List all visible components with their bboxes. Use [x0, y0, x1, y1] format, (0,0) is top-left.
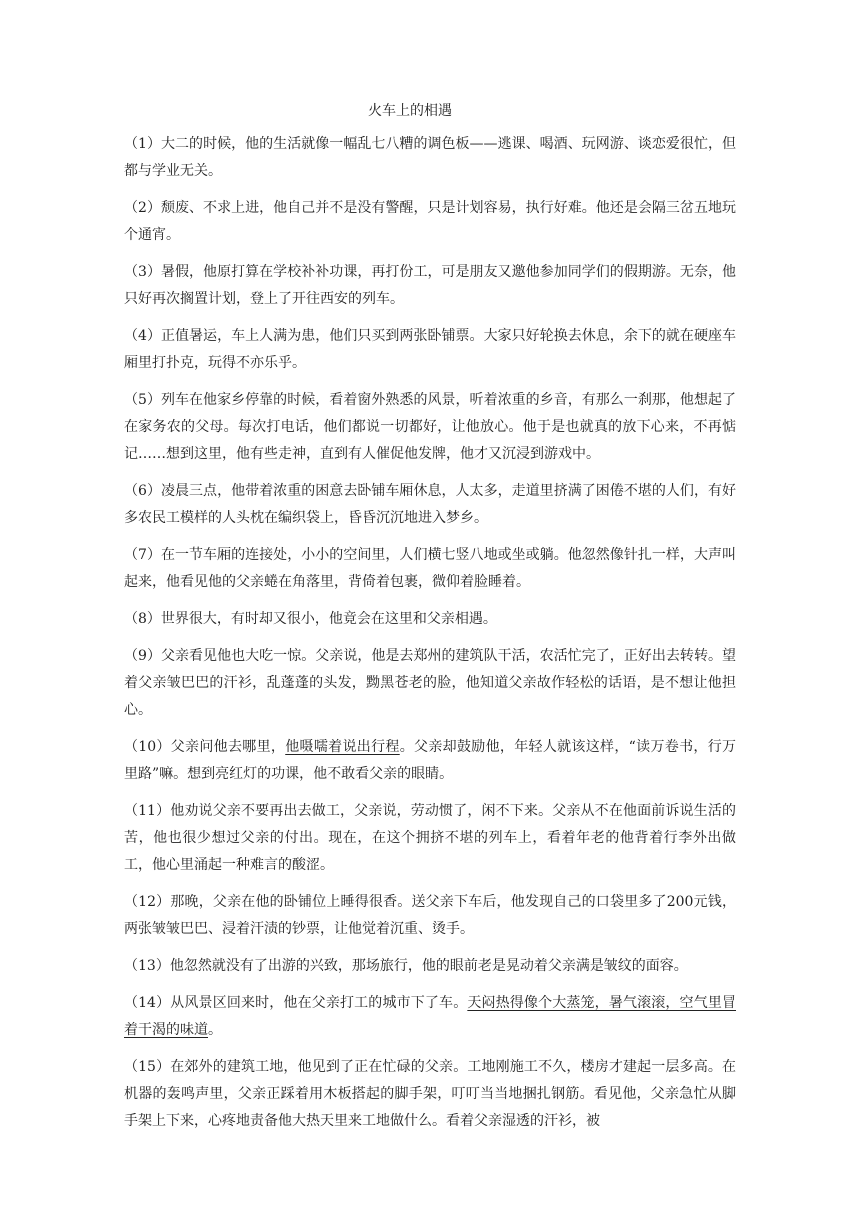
paragraph-text: （14）从风景区回来时，他在父亲打工的城市下了车。 — [124, 995, 468, 1011]
paragraph-text: （10）父亲问他去哪里， — [124, 739, 286, 755]
paragraph-4 — [124, 323, 736, 377]
paragraph-text: 。父亲却鼓励他，年轻人就该这样，“读万卷书，行万里路”嘛。想到亮红灯的功课，他不敢看父亲的眼睛。 — [124, 739, 737, 782]
paragraph-15 — [124, 1054, 736, 1135]
underlined-phrase: 他嗫嚅着说出行程 — [285, 739, 400, 755]
paragraph-text: （1）大二的时候，他的生活就像一幅乱七八糟的调色板——逃课、喝酒、玩网游、谈恋爱很忙，但都与学业无关。 — [124, 136, 736, 179]
paragraph-11 — [124, 798, 736, 879]
paragraph-text: （2）颓废、不求上进，他自己并不是没有警醒，只是计划容易，执行好难。他还是会隔三岔五地玩个通宵。 — [124, 200, 736, 243]
paragraph-13 — [124, 953, 736, 980]
paragraph-text: （11）他劝说父亲不要再出去做工，父亲说，劳动惯了，闲不下来。父亲从不在他面前诉说生活的苦，他也很少想过父亲的付出。现在，在这个拥挤不堪的列车上，看着年老的他背着行李外出做工，他心里涌起一种难言的酸涩。 — [124, 803, 736, 873]
paragraph-text: （3）暑假，他原打算在学校补补功课，再打份工，可是朋友又邀他参加同学们的假期游。无奈，他只好再次搁置计划，登上了开往西安的列车。 — [124, 264, 736, 307]
paragraph-10 — [124, 734, 736, 788]
paragraph-5 — [124, 387, 736, 468]
paragraph-14 — [124, 990, 736, 1044]
paragraph-6 — [124, 478, 736, 532]
paragraph-9 — [124, 643, 736, 724]
paragraph-text: （12）那晚，父亲在他的卧铺位上睡得很香。送父亲下车后，他发现自己的口袋里多了200元钱，两张皱皱巴巴、浸着汗渍的钞票，让他觉着沉重、烫手。 — [124, 894, 736, 937]
paragraph-2 — [124, 195, 736, 249]
paragraph-text: （8）世界很大，有时却又很小，他竟会在这里和父亲相遇。 — [124, 611, 497, 627]
underlined-phrase: 天闷热得像个大蒸笼，暑气滚滚，空气里冒着干渴的味道 — [124, 995, 736, 1038]
paragraph-text: （5）列车在他家乡停靠的时候，看着窗外熟悉的风景，听着浓重的乡音，有那么一刹那，他想起了在家务农的父母。每次打电话，他们都说一切都好，让他放心。他于是也就真的放下心来，不再惦记……想到这里，他有些走神，直到有人催促他发牌，他才又沉浸到游戏中。 — [124, 392, 736, 462]
paragraph-8 — [124, 606, 736, 633]
paragraph-3 — [124, 259, 736, 313]
paragraph-text: （15）在郊外的建筑工地，他见到了正在忙碌的父亲。工地刚施工不久，楼房才建起一层多高。在机器的轰鸣声里，父亲正踩着用木板搭起的脚手架，叮叮当当地捆扎钢筋。看见他，父亲急忙从脚手架上下来，心疼地责备他大热天里来工地做什么。看着父亲湿透的汗衫，被 — [124, 1059, 736, 1129]
paragraph-text: （9）父亲看见他也大吃一惊。父亲说，他是去郑州的建筑队干活，农活忙完了，正好出去转转。望着父亲皱巴巴的汗衫，乱蓬蓬的头发，黝黑苍老的脸，他知道父亲故作轻松的话语，是不想让他担心。 — [124, 648, 736, 718]
paragraph-text: （6）凌晨三点，他带着浓重的困意去卧铺车厢休息，人太多，走道里挤满了困倦不堪的人们，有好多农民工模样的人头枕在编织袋上，昏昏沉沉地进入梦乡。 — [124, 483, 736, 526]
paragraph-text: （4）正值暑运，车上人满为患，他们只买到两张卧铺票。大家只好轮换去休息，余下的就在硬座车厢里打扑克，玩得不亦乐乎。 — [124, 328, 736, 371]
paragraph-text: （7）在一节车厢的连接处，小小的空间里，人们横七竖八地或坐或躺。他忽然像针扎一样，大声叫起来，他看见他的父亲蜷在角落里，背倚着包裹，微仰着脸睡着。 — [124, 547, 736, 590]
paragraph-text: （13）他忽然就没有了出游的兴致，那场旅行，他的眼前老是晃动着父亲满是皱纹的面容。 — [124, 958, 688, 974]
paragraph-text: 。 — [208, 1022, 222, 1038]
paragraph-1 — [124, 131, 736, 185]
document-title: 火车上的相遇 — [368, 103, 452, 119]
document-body — [124, 131, 736, 1145]
paragraph-7 — [124, 542, 736, 596]
paragraph-12 — [124, 889, 736, 943]
